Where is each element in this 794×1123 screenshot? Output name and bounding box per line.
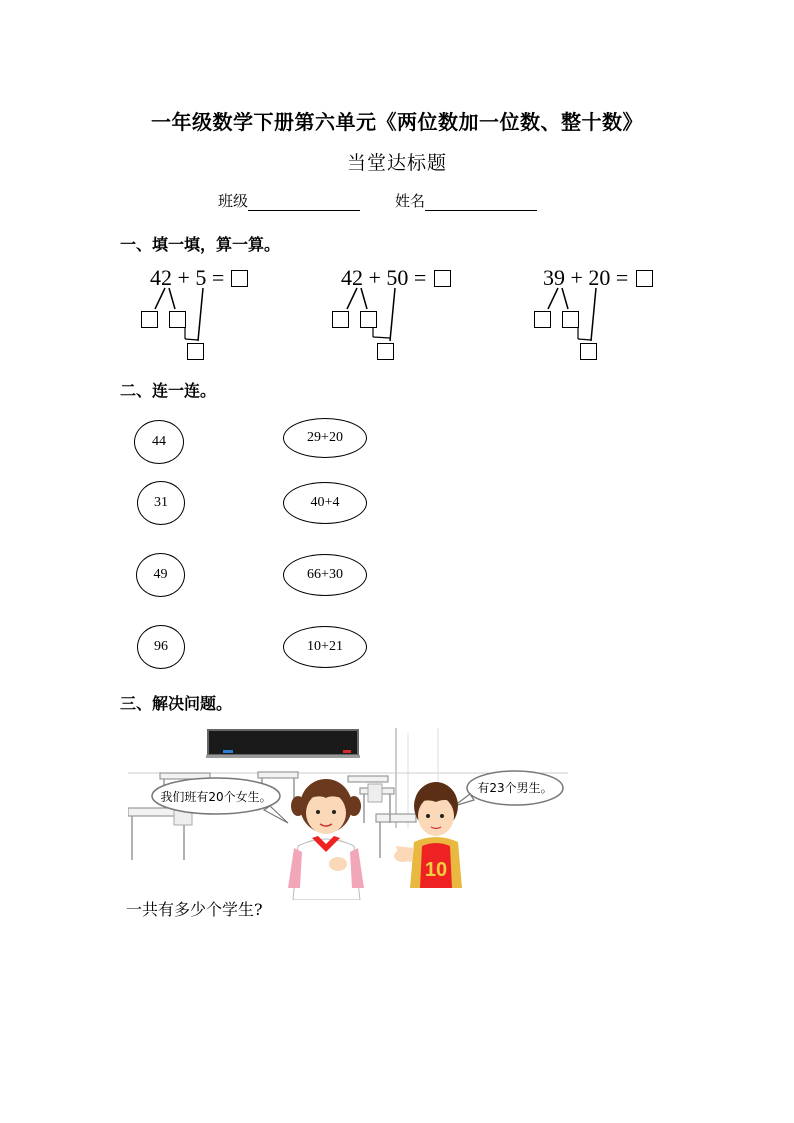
name-field[interactable] [395,190,537,211]
boy-shirt-number: 10 [424,859,448,881]
ones-box[interactable] [562,311,579,328]
expression-oval[interactable]: 40+4 [283,482,367,524]
page-subtitle: 当堂达标题 [346,152,447,174]
partial-sum-box[interactable] [580,343,597,360]
expression-oval[interactable]: 66+30 [283,554,367,596]
answer-box[interactable] [434,270,451,287]
answer-box[interactable] [231,270,248,287]
tens-box[interactable] [141,311,158,328]
problem-2-expression: 42 + 50 = [341,265,427,290]
tens-box[interactable] [534,311,551,328]
tens-box[interactable] [332,311,349,328]
expression-oval[interactable]: 10+21 [283,626,367,668]
classroom-illustration [128,728,568,900]
section2-heading: 二、连一连。 [120,381,217,400]
name-blank[interactable] [425,193,537,211]
number-oval[interactable]: 49 [136,553,185,597]
expression-oval[interactable]: 29+20 [283,418,367,458]
number-oval[interactable]: 44 [134,420,184,464]
partial-sum-box[interactable] [377,343,394,360]
number-oval[interactable]: 96 [137,625,185,669]
problem-1-expression: 42 + 5 = [150,265,225,290]
question-text: 一共有多少个学生? [126,900,263,919]
ones-box[interactable] [360,311,377,328]
page-title: 一年级数学下册第六单元《两位数加一位数、整十数》 [151,110,643,134]
class-blank[interactable] [248,193,360,211]
problem-3-expression: 39 + 20 = [543,265,629,290]
ones-box[interactable] [169,311,186,328]
class-field[interactable] [218,190,360,211]
partial-sum-box[interactable] [187,343,204,360]
section3-heading: 三、解决问题。 [120,694,233,713]
girl-speech-text: 我们班有20个女生。 [160,790,272,804]
boy-speech-text: 有23个男生。 [477,781,553,795]
class-label: 班级 [218,192,249,210]
section1-heading: 一、填一填，算一算。 [120,235,281,254]
answer-box[interactable] [636,270,653,287]
number-oval[interactable]: 31 [137,481,185,525]
name-label: 姓名 [395,192,426,210]
